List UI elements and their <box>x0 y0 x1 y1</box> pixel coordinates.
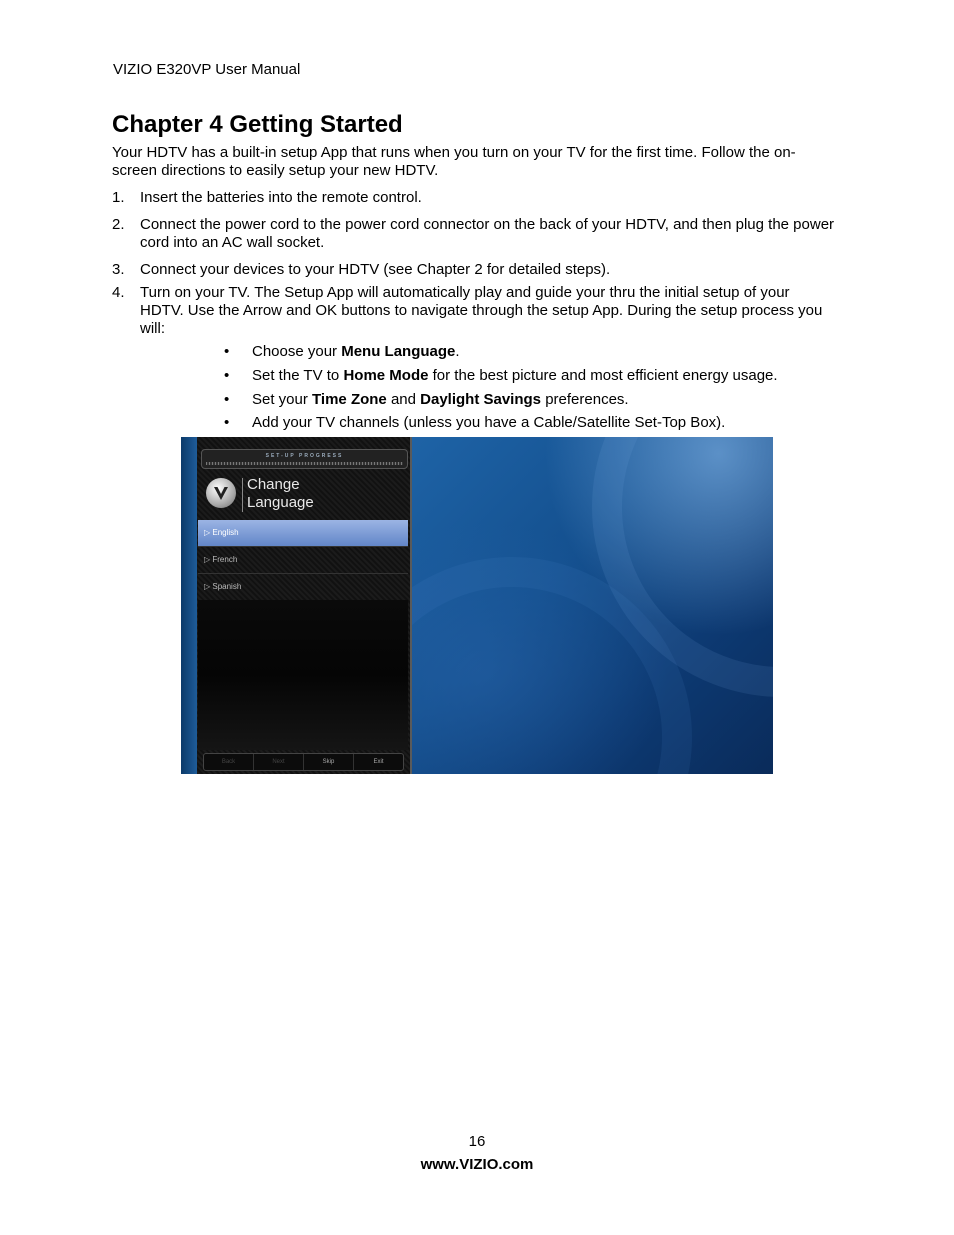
bullet-bold-text: Menu Language <box>341 343 456 360</box>
tv-background <box>412 437 773 774</box>
bullet-bold-text: Time Zone <box>312 391 387 408</box>
vizio-logo-icon <box>206 478 236 508</box>
step-text: Connect your devices to your HDTV (see Chapter 2 for detailed steps). <box>140 261 611 278</box>
step-number: 3. <box>112 261 125 278</box>
bullet-text: Set the TV to <box>252 367 344 384</box>
bullet-text: . <box>455 343 460 360</box>
step-number: 4. <box>112 284 125 301</box>
step-text: Insert the batteries into the remote control. <box>140 189 422 206</box>
progress-label: SET-UP PROGRESS <box>265 453 344 459</box>
bullet-icon: • <box>224 343 230 360</box>
arrow-right-icon: ▷ <box>204 555 213 564</box>
bullet-text: Add your TV channels (unless you have a Cable/Satellite Set-Top Box). <box>252 414 726 431</box>
bullet-icon: • <box>224 367 230 384</box>
chapter-intro: Your HDTV has a built-in setup App that runs when you turn on your TV for the first time. Follow the on-screen directions to easily setup your new HDTV. <box>112 144 796 179</box>
bullet-text: Set your <box>252 391 313 408</box>
setup-progress-bar <box>201 449 408 469</box>
step-text: Connect the power cord to the power cord connector on the back of your HDTV, and then plug the power cord into an AC wall socket. <box>140 216 835 251</box>
bullet-bold-text: Home Mode <box>343 367 429 384</box>
back-button[interactable]: Back <box>204 754 254 770</box>
arrow-right-icon: ▷ <box>204 528 213 537</box>
next-button[interactable]: Next <box>254 754 304 770</box>
bullet-icon: • <box>224 414 230 431</box>
bullet-text: Choose your <box>252 343 342 360</box>
website-link[interactable]: www.VIZIO.com <box>420 1156 534 1173</box>
step-number: 2. <box>112 216 125 233</box>
manual-header: VIZIO E320VP User Manual <box>113 61 301 78</box>
setup-panel <box>181 437 412 774</box>
language-option-spanish[interactable]: ▷ Spanish <box>198 574 408 601</box>
setup-app-screenshot <box>181 437 773 774</box>
language-option-english[interactable]: ▷ English <box>198 520 408 547</box>
step-number: 1. <box>112 189 125 206</box>
skip-button[interactable]: Skip <box>304 754 354 770</box>
bullet-bold-text: Daylight Savings <box>420 391 542 408</box>
exit-button[interactable]: Exit <box>373 759 384 765</box>
page-number: 16 <box>468 1133 486 1150</box>
chapter-title: Chapter 4 Getting Started <box>112 111 403 138</box>
setup-button-bar <box>203 753 404 771</box>
panel-title: Change Language <box>247 476 314 511</box>
bullet-text: preferences. <box>541 391 629 408</box>
bullet-text: for the best picture and most efficient energy usage. <box>428 367 778 384</box>
language-option-french[interactable]: ▷ French <box>198 547 408 574</box>
bullet-text: and <box>386 391 421 408</box>
arrow-right-icon: ▷ <box>204 582 213 591</box>
step-text: Turn on your TV. The Setup App will automatically play and guide your thru the initial setup of your HDTV. Use the Arrow and OK buttons to navigate through the setup App. During the setup process you will: <box>140 284 823 337</box>
bullet-icon: • <box>224 391 230 408</box>
